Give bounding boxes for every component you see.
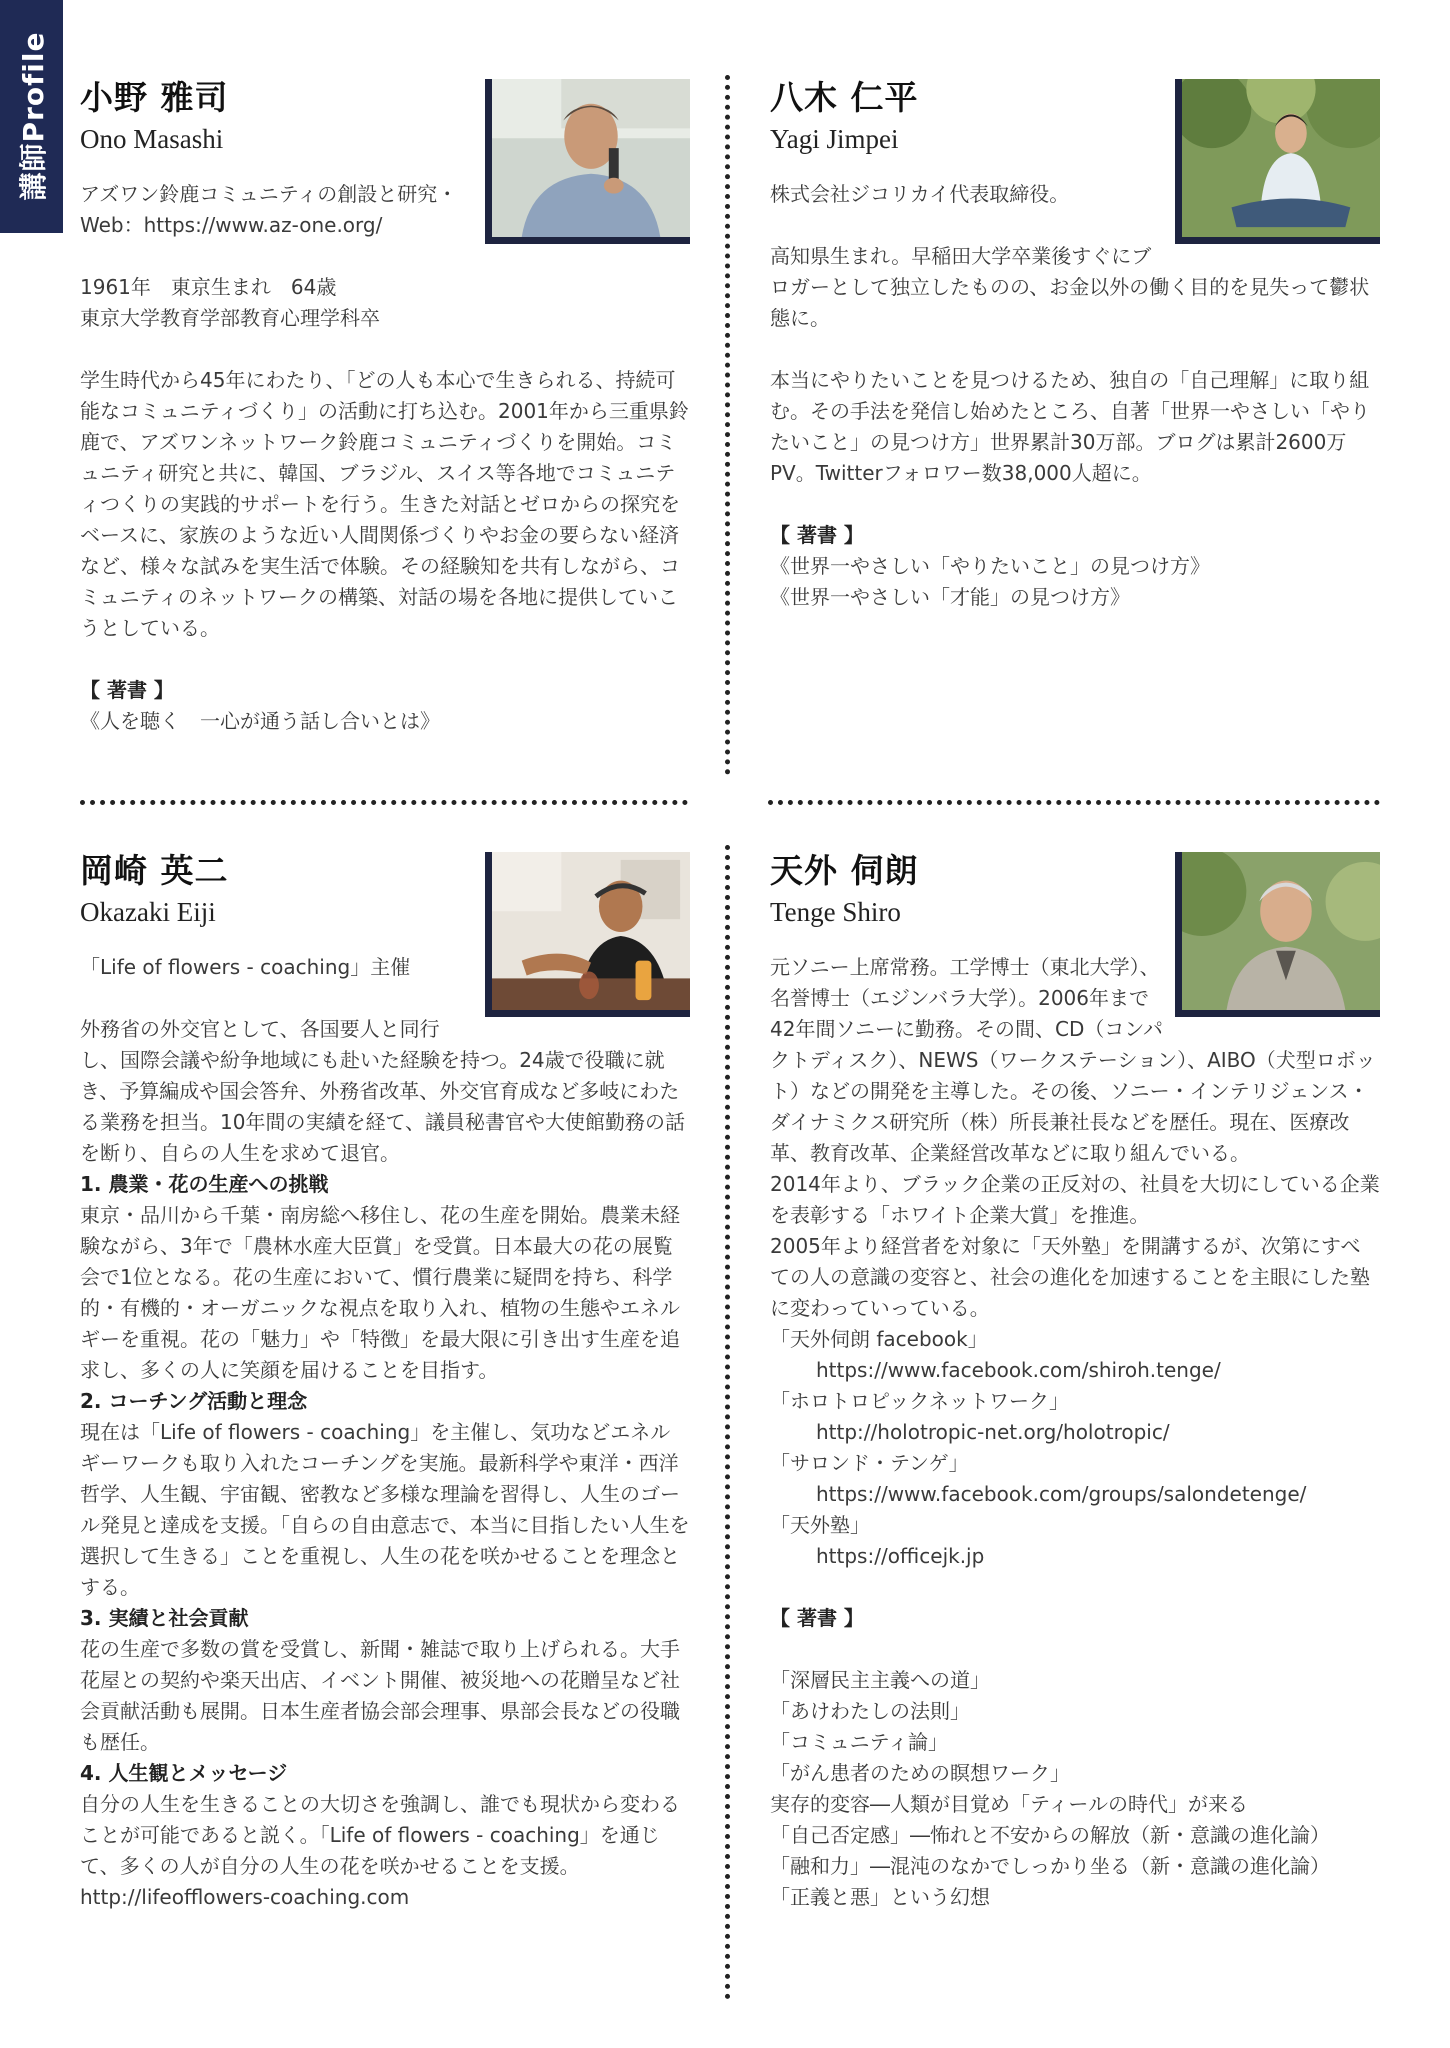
tenge-book-4: 「がん患者のための瞑想ワーク」 — [770, 1761, 1070, 1785]
profile-ono — [80, 75, 690, 775]
yagi-book-1: 《世界一やさしい「やりたいこと」の見つけ方》 — [770, 554, 1210, 578]
tenge-book-5: 実存的変容―人類が目覚め「ティールの時代」が来る — [770, 1792, 1248, 1816]
tenge-link-4-label: 「天外塾」 — [770, 1513, 870, 1537]
tenge-book-3: 「コミュニティ論」 — [770, 1730, 948, 1754]
okazaki-section-2-text: 現在は「Life of flowers - coaching」を主催し、気功などエネルギーワークも取り入れたコーチングを実施。最新科学や東洋・西洋哲学、人生観、宇宙観、密教など多様な理論を習得し、人生のゴール発見と達成を支援。「自らの自由意志で、本当に目指したい人生を選択して生きる」ことを重視し、人生の花を咲かせることを理念とする。 — [80, 1420, 690, 1599]
horizontal-divider-left — [80, 800, 688, 805]
ono-bio: 学生時代から45年にわたり、「どの人も本心で生きられる、持続可能なコミュニティづくり」の活動に打ち込む。2001年から三重県鈴鹿で、アズワンネットワーク鈴鹿コミュニティづくりを開始。コミュニティ研究と共に、韓国、ブラジル、スイス等各地でコミュニティつくりの実践的サポートを行う。生きた対話とゼロからの探究をベースに、家族のような近い人間関係づくりやお金の要らない経済など、様々な試みを実生活で体験。その経験知を共有しながら、コミュニティのネットワークの構築、対話の場を各地に提供していこうとしている。 — [80, 368, 689, 640]
name-tenge: 天外 伺朗 — [770, 851, 919, 890]
yagi-bio-2: 本当にやりたいことを見つけるため、独自の「自己理解」に取り組む。その手法を発信し始めたところ、自著「世界一やさしい「やりたいこと」の見つけ方」世界累計30万部。ブログは累計2600万PV。Twitterフォロワー数38,000人超に。 — [770, 368, 1370, 485]
tenge-books-heading: 【 著書 】 — [770, 1606, 864, 1630]
profile-tenge — [770, 848, 1380, 1998]
tenge-book-2: 「あけわたしの法則」 — [770, 1699, 970, 1723]
portrait-okazaki — [485, 852, 690, 1017]
ono-birth: 1961年 東京生まれ 64歳 — [80, 275, 337, 299]
okazaki-section-3-text: 花の生産で多数の賞を受賞し、新聞・雑誌で取り上げられる。大手花屋との契約や楽天出店、イベント開催、被災地への花贈呈など社会貢献活動も展開。日本生産者協会部会理事、県部会長などの役職も歴任。 — [80, 1637, 680, 1754]
tenge-bio-2: 2014年より、ブラック企業の正反対の、社員を大切にしている企業を表彰する「ホワイト企業大賞」を推進。 — [770, 1172, 1380, 1227]
ono-book-1: 《人を聴く 一心が通う話し合いとは》 — [80, 709, 440, 733]
horizontal-divider-right — [768, 800, 1380, 805]
okazaki-section-4-heading: 4. 人生観とメッセージ — [80, 1761, 288, 1785]
okazaki-section-2-heading: 2. コーチング活動と理念 — [80, 1389, 308, 1413]
portrait-tenge — [1175, 852, 1380, 1017]
name-ono: 小野 雅司 — [80, 78, 229, 117]
okazaki-website-link[interactable]: http://lifeofflowers-coaching.com — [80, 1885, 410, 1909]
tenge-link-3-label: 「サロンド・テンゲ」 — [770, 1451, 969, 1475]
side-tab-label: 講師Profile — [16, 31, 50, 201]
vertical-divider-bottom — [725, 845, 730, 2000]
ono-line-1: アズワン鈴鹿コミュニティの創設と研究・ — [80, 182, 458, 206]
profile-yagi — [770, 75, 1380, 675]
tenge-link-2-url[interactable]: http://holotropic-net.org/holotropic/ — [816, 1420, 1170, 1444]
tenge-link-1-label: 「天外伺朗 facebook」 — [770, 1327, 988, 1351]
ono-web-link[interactable]: Web：https://www.az-one.org/ — [80, 213, 383, 237]
ono-education: 東京大学教育学部教育心理学科卒 — [80, 306, 380, 330]
portrait-yagi — [1175, 79, 1380, 244]
profile-side-tab — [0, 0, 63, 233]
name-yagi: 八木 仁平 — [770, 78, 919, 117]
roman-tenge: Tenge Shiro — [770, 897, 901, 927]
roman-ono: Ono Masashi — [80, 124, 224, 154]
okazaki-section-1-text: 東京・品川から千葉・南房総へ移住し、花の生産を開始。農業未経験ながら、3年で「農林水産大臣賞」を受賞。日本最大の花の展覧会で1位となる。花の生産において、慣行農業に疑問を持ち、科学的・有機的・オーガニックな視点を取り入れ、植物の生態やエネルギーを重視。花の「魅力」や「特徴」を最大限に引き出す生産を追求し、多くの人に笑顔を届けることを目指す。 — [80, 1203, 680, 1382]
profile-okazaki — [80, 848, 690, 1998]
tenge-book-8: 「正義と悪」という幻想 — [770, 1885, 990, 1909]
tenge-book-6: 「自己否定感」―怖れと不安からの解放（新・意識の進化論） — [770, 1823, 1330, 1847]
tenge-bio-3: 2005年より経営者を対象に「天外塾」を開講するが、次第にすべての人の意識の変容と、社会の進化を加速することを主眼にした塾に変わっていっている。 — [770, 1234, 1370, 1320]
yagi-books-heading: 【 著書 】 — [770, 523, 864, 547]
portrait-ono — [485, 79, 690, 244]
tenge-link-2-label: 「ホロトロピックネットワーク」 — [770, 1389, 1069, 1413]
roman-yagi: Yagi Jimpei — [770, 124, 899, 154]
okazaki-section-1-heading: 1. 農業・花の生産への挑戦 — [80, 1172, 329, 1196]
tenge-book-1: 「深層民主主義への道」 — [770, 1668, 990, 1692]
yagi-bio-1: 高知県生まれ。早稲田大学卒業後すぐにブロガーとして独立したものの、お金以外の働く目的を見失って鬱状態に。 — [770, 244, 1370, 330]
tenge-link-3-url[interactable]: https://www.facebook.com/groups/salondetenge/ — [816, 1482, 1307, 1506]
tenge-link-1-url[interactable]: https://www.facebook.com/shiroh.tenge/ — [816, 1358, 1221, 1382]
tenge-book-7: 「融和力」―混沌のなかでしっかり坐る（新・意識の進化論） — [770, 1854, 1330, 1878]
roman-okazaki: Okazaki Eiji — [80, 897, 216, 927]
tenge-bio-1: 元ソニー上席常務。工学博士（東北大学）、名誉博士（エジンバラ大学）。2006年まで42年間ソニーに勤務。その間、CD（コンパクトディスク）、NEWS（ワークステーション）、AIBO（犬型ロボット）などの開発を主導した。その後、ソニー・インテリジェンス・ダイナミクス研究所（株）所長兼社長などを歴任。現在、医療改革、教育改革、企業経営改革などに取り組んでいる。 — [770, 955, 1376, 1165]
vertical-divider-top — [725, 75, 730, 775]
name-okazaki: 岡崎 英二 — [80, 851, 229, 890]
okazaki-intro: 外務省の外交官として、各国要人と同行し、国際会議や紛争地域にも赴いた経験を持つ。24歳で役職に就き、予算編成や国会答弁、外務省改革、外交官育成など多岐にわたる業務を担当。10年間の実績を経て、議員秘書官や大使館勤務の話を断り、自らの人生を求めて退官。 — [80, 1017, 686, 1165]
okazaki-section-3-heading: 3. 実績と社会貢献 — [80, 1606, 249, 1630]
okazaki-section-4-text: 自分の人生を生きることの大切さを強調し、誰でも現状から変わることが可能であると説く。「Life of flowers - coaching」を通じて、多くの人が自分の人生の花を咲かせることを支援。 — [80, 1792, 680, 1878]
yagi-title: 株式会社ジコリカイ代表取締役。 — [770, 182, 1070, 206]
tenge-link-4-url[interactable]: https://officejk.jp — [816, 1544, 985, 1568]
yagi-book-2: 《世界一やさしい「才能」の見つけ方》 — [770, 585, 1130, 609]
okazaki-role: 「Life of flowers - coaching」主催 — [80, 955, 411, 979]
ono-books-heading: 【 著書 】 — [80, 678, 174, 702]
